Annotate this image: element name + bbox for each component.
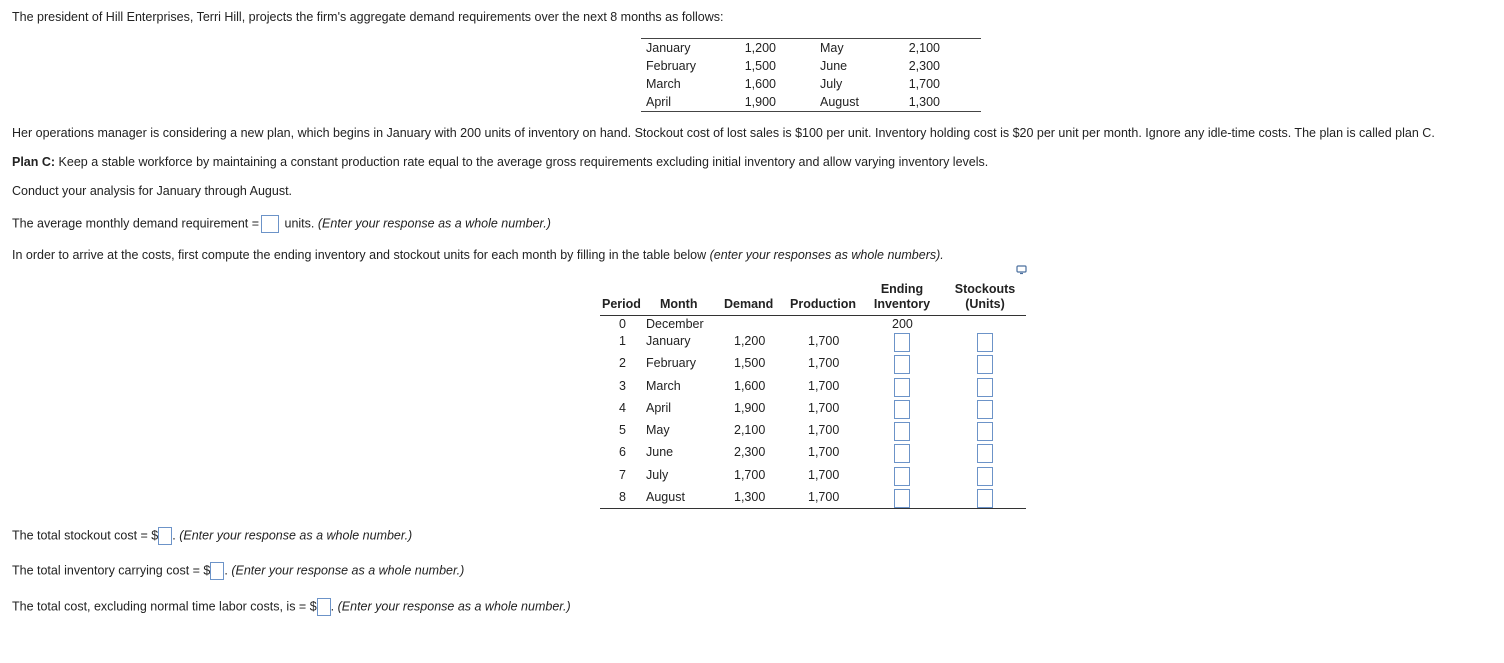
header-ending-line2: Inventory <box>873 297 931 311</box>
total-cost-input[interactable] <box>317 598 331 616</box>
table-row <box>641 39 981 57</box>
table-row <box>600 441 1026 463</box>
table-header <box>600 280 1026 316</box>
period-cell: 6 <box>619 445 626 460</box>
copy-table-icon[interactable] <box>1016 265 1028 275</box>
period-cell: 5 <box>619 423 626 438</box>
header-ending-line1: Ending <box>880 282 924 296</box>
table-row <box>600 330 1026 352</box>
instruction-text: In order to arrive at the costs, first compute the ending inventory and stockout units for each month by filling in the table below <box>12 248 710 262</box>
month-cell: April <box>646 95 672 109</box>
ending-inventory-input[interactable] <box>894 333 910 352</box>
table-row <box>600 419 1026 441</box>
period-cell: 1 <box>619 334 626 348</box>
carrying-cost-label: The total inventory carrying cost = $ <box>12 563 211 578</box>
analysis-text: Conduct your analysis for January through August. <box>12 184 293 198</box>
table-bottom-rule <box>600 508 1026 509</box>
period-cell: 0 <box>619 317 626 331</box>
period-cell: 3 <box>619 378 626 393</box>
ending-inventory-input[interactable] <box>894 489 910 508</box>
header-stockouts-line2: (Units) <box>965 297 1005 311</box>
demand-cell: 1,700 <box>908 77 940 91</box>
month-cell: July <box>646 467 669 482</box>
ending-inventory-input[interactable] <box>894 355 910 374</box>
stockouts-input[interactable] <box>977 467 993 486</box>
plan-label: Plan C: <box>12 155 56 169</box>
header-month: Month <box>660 297 698 311</box>
month-cell: August <box>646 490 685 505</box>
header-period: Period <box>602 297 641 311</box>
total-cost-question <box>12 598 571 616</box>
separator: . <box>330 599 335 614</box>
demand-cell: 1,200 <box>744 41 776 55</box>
ending-inventory-input[interactable] <box>894 444 910 463</box>
response-hint: (Enter your response as a whole number.) <box>337 599 571 614</box>
demand-cell: 1,300 <box>908 95 940 109</box>
instruction-hint: (enter your responses as whole numbers). <box>709 248 944 262</box>
period-cell: 7 <box>619 467 626 482</box>
demand-cell: 2,300 <box>734 445 766 460</box>
month-cell: May <box>820 41 844 55</box>
demand-cell: 1,200 <box>734 334 766 348</box>
demand-cell: 1,900 <box>734 400 766 415</box>
response-hint: (Enter your response as a whole number.) <box>231 563 465 578</box>
month-cell: January <box>646 41 691 55</box>
stockout-cost-label: The total stockout cost = $ <box>12 528 159 543</box>
month-cell: March <box>646 378 681 393</box>
demand-cell: 1,600 <box>744 77 776 91</box>
month-cell: June <box>646 445 674 460</box>
average-demand-question <box>12 215 551 233</box>
month-cell: March <box>646 77 681 91</box>
month-cell: February <box>646 59 697 73</box>
stockout-cost-question <box>12 527 412 545</box>
initial-inventory-cell: 200 <box>892 317 913 331</box>
intro-text: The president of Hill Enterprises, Terri Hill, projects the firm's aggregate demand requirements over the next 8 months as follows: <box>12 10 724 24</box>
production-cell: 1,700 <box>808 356 840 371</box>
stockouts-input[interactable] <box>977 422 993 441</box>
demand-cell: 1,500 <box>744 59 776 73</box>
demand-cell: 1,600 <box>734 378 766 393</box>
plan-description <box>12 155 988 169</box>
month-cell: February <box>646 356 697 371</box>
month-cell: August <box>820 95 859 109</box>
carrying-cost-question <box>12 562 464 580</box>
separator: . <box>172 528 176 543</box>
table-row <box>600 397 1026 419</box>
month-cell: May <box>646 423 670 438</box>
stockouts-input[interactable] <box>977 355 993 374</box>
header-ending-inventory <box>872 282 932 312</box>
stockouts-input[interactable] <box>977 489 993 508</box>
stockouts-input[interactable] <box>977 400 993 419</box>
table-row <box>600 352 1026 374</box>
demand-cell: 1,500 <box>734 356 766 371</box>
production-cell: 1,700 <box>808 400 840 415</box>
demand-cell: 1,700 <box>734 467 766 482</box>
table-row <box>641 75 981 93</box>
carrying-cost-input[interactable] <box>210 562 224 580</box>
stockouts-input[interactable] <box>977 378 993 397</box>
month-cell: July <box>820 77 843 91</box>
production-cell: 1,700 <box>808 378 840 393</box>
separator: . <box>224 563 228 578</box>
table-row <box>600 316 1026 330</box>
production-cell: 1,700 <box>808 334 840 348</box>
header-stockouts-line1: Stockouts <box>954 282 1016 296</box>
header-stockouts <box>952 282 1018 312</box>
average-demand-label: The average monthly demand requirement = <box>12 216 260 231</box>
ending-inventory-input[interactable] <box>894 400 910 419</box>
demand-cell: 1,900 <box>744 95 776 109</box>
demand-cell: 2,100 <box>908 41 940 55</box>
table-row <box>600 375 1026 397</box>
ending-inventory-input[interactable] <box>894 378 910 397</box>
total-cost-label: The total cost, excluding normal time labor costs, is = $ <box>12 599 317 614</box>
header-production: Production <box>790 297 856 311</box>
period-cell: 2 <box>619 356 626 371</box>
units-label: units. <box>284 216 315 231</box>
month-cell: January <box>646 334 691 348</box>
month-cell: April <box>646 400 672 415</box>
response-hint: (Enter your response as a whole number.) <box>317 216 551 231</box>
month-cell: December <box>646 317 704 331</box>
inventory-plan-table <box>600 280 1026 509</box>
header-demand: Demand <box>724 297 774 311</box>
stockouts-input[interactable] <box>977 444 993 463</box>
period-cell: 4 <box>619 400 626 415</box>
demand-cell: 2,100 <box>734 423 766 438</box>
response-hint: (Enter your response as a whole number.) <box>179 528 413 543</box>
demand-summary-table <box>641 38 981 112</box>
production-cell: 1,700 <box>808 490 840 505</box>
table-row <box>641 57 981 75</box>
table-row <box>641 93 981 111</box>
table-instructions <box>12 248 944 262</box>
month-cell: June <box>820 59 848 73</box>
table-row <box>600 464 1026 486</box>
ending-inventory-input[interactable] <box>894 422 910 441</box>
production-cell: 1,700 <box>808 423 840 438</box>
scenario-text: Her operations manager is considering a new plan, which begins in January with 200 units of inventory on hand. Stockout cost of lost sales is $100 per unit. Inventory holding cost is $20 per unit per month. Ignore any idle-time costs. The plan is called plan C. <box>12 126 1435 140</box>
plan-text: Keep a stable workforce by maintaining a constant production rate equal to the average gross requirements excluding initial inventory and allow varying inventory levels. <box>55 155 989 169</box>
table-row <box>600 486 1026 508</box>
stockouts-input[interactable] <box>977 333 993 352</box>
production-cell: 1,700 <box>808 445 840 460</box>
demand-cell: 1,300 <box>734 490 766 505</box>
stockout-cost-input[interactable] <box>158 527 172 545</box>
average-demand-input[interactable] <box>261 215 279 233</box>
production-cell: 1,700 <box>808 467 840 482</box>
ending-inventory-input[interactable] <box>894 467 910 486</box>
demand-cell: 2,300 <box>908 59 940 73</box>
period-cell: 8 <box>619 490 626 505</box>
